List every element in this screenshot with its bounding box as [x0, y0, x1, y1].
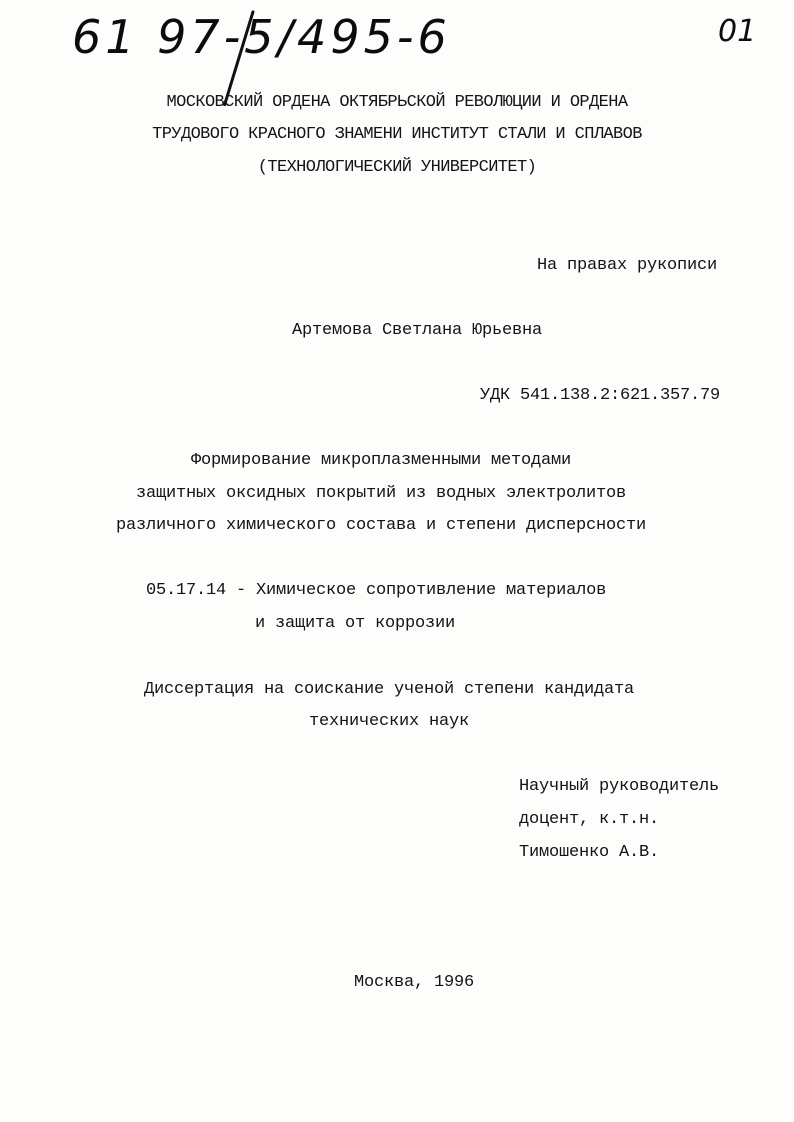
supervisor-label: Научный руководитель: [519, 777, 720, 796]
degree-statement-line-1: Диссертация на соискание ученой степени кандидата: [143, 680, 635, 699]
manuscript-rights-note: На правах рукописи: [537, 256, 718, 275]
specialty-code-line-2: и защита от коррозии: [255, 614, 456, 633]
handwritten-catalog-number: 61 97-5/495-6: [72, 10, 451, 64]
handwritten-page-mark: 01: [718, 14, 757, 49]
supervisor-title: доцент, к.т.н.: [519, 810, 660, 829]
institute-name-line-1: МОСКОВСКИЙ ОРДЕНА ОКТЯБРЬСКОЙ РЕВОЛЮЦИИ И ОРДЕНА: [166, 93, 628, 112]
specialty-code-line-1: 05.17.14 - Химическое сопротивление материалов: [146, 581, 607, 600]
thesis-title-line-2: защитных оксидных покрытий из водных электролитов: [135, 484, 627, 503]
institute-name-line-3: (ТЕХНОЛОГИЧЕСКИЙ УНИВЕРСИТЕТ): [257, 158, 537, 177]
supervisor-name: Тимошенко А.В.: [519, 843, 660, 862]
author-name: Артемова Светлана Юрьевна: [292, 321, 543, 340]
place-and-year: Москва, 1996: [354, 973, 475, 992]
thesis-title-line-3: различного химического состава и степени дисперсности: [115, 516, 647, 535]
thesis-title-line-1: Формирование микроплазменными методами: [190, 451, 572, 470]
degree-statement-line-2: технических наук: [308, 712, 470, 731]
institute-name-line-2: ТРУДОВОГО КРАСНОГО ЗНАМЕНИ ИНСТИТУТ СТАЛИ И СПЛАВОВ: [152, 125, 642, 144]
udc-code: УДК 541.138.2:621.357.79: [480, 386, 721, 405]
